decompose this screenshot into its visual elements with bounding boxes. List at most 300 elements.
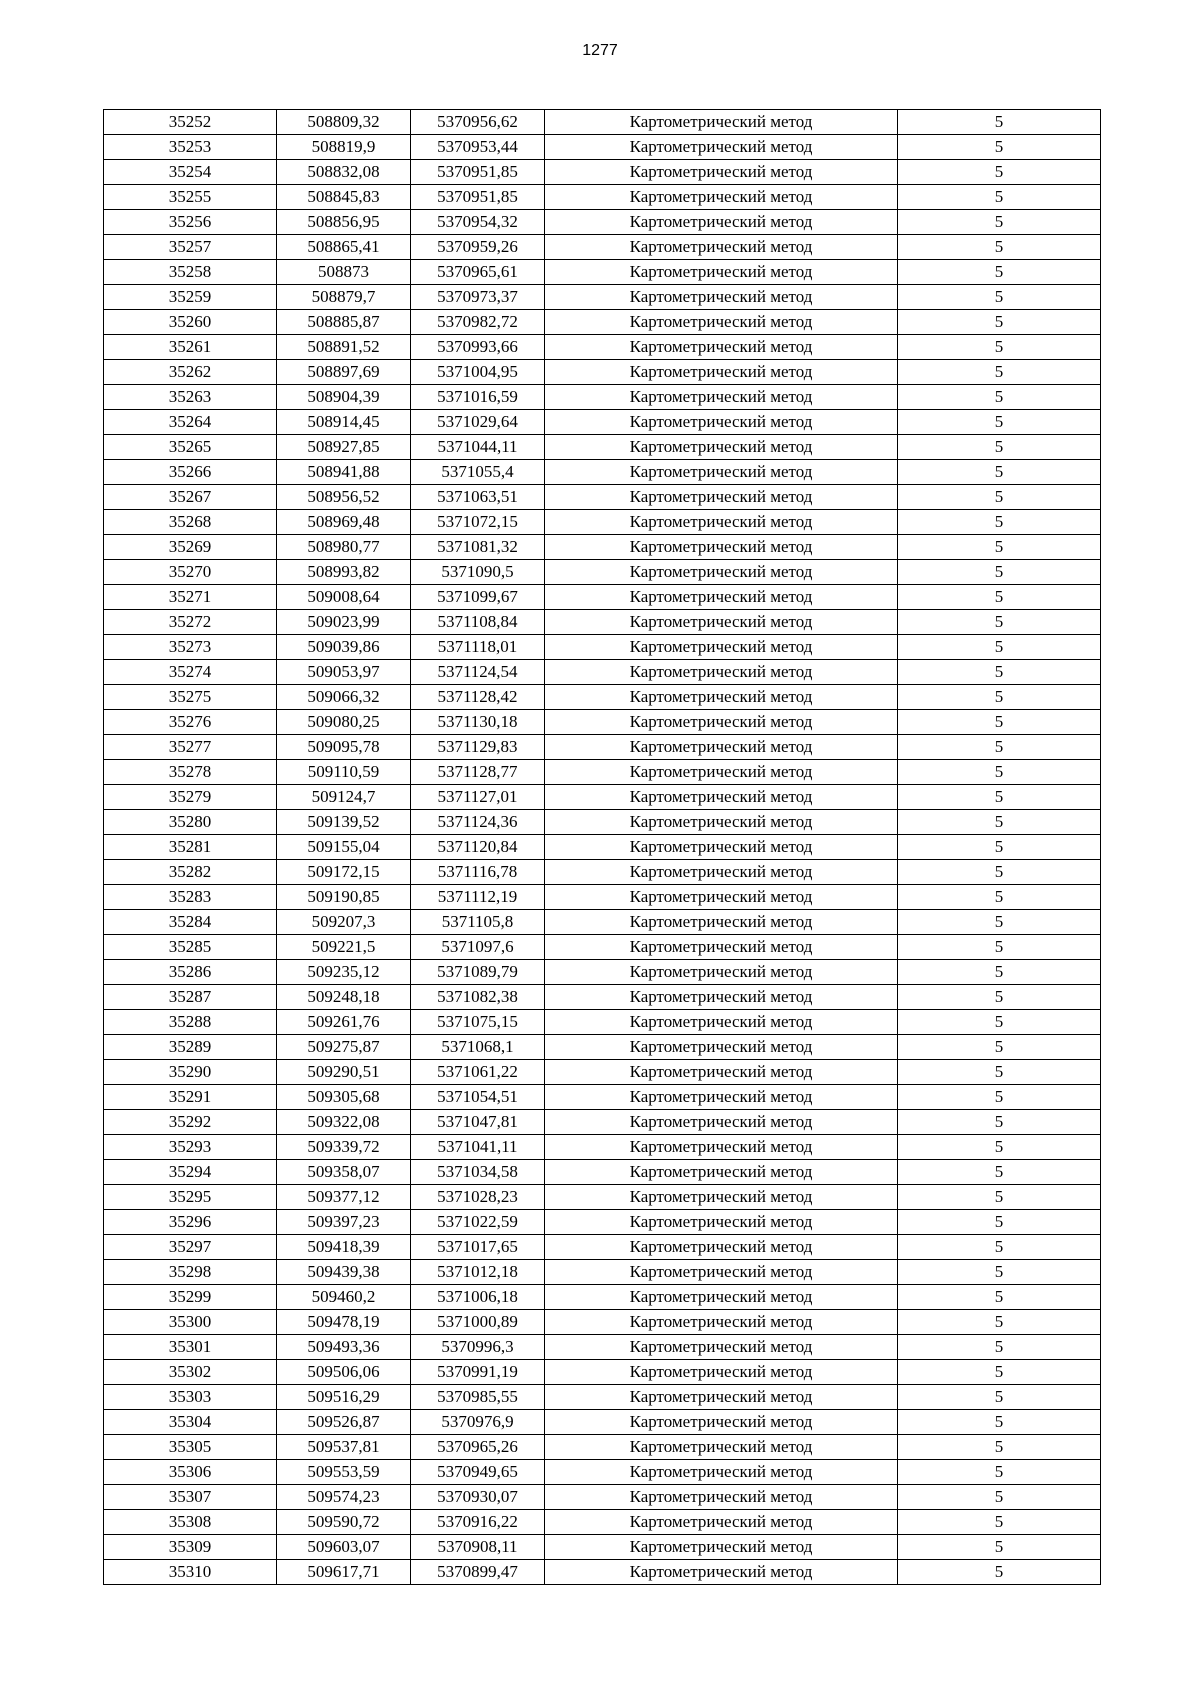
y-coordinate-cell: 5370985,55 <box>411 1385 545 1410</box>
accuracy-cell: 5 <box>898 1310 1101 1335</box>
accuracy-cell: 5 <box>898 360 1101 385</box>
y-coordinate-cell: 5371012,18 <box>411 1260 545 1285</box>
method-cell: Картометрический метод <box>545 860 898 885</box>
x-coordinate-cell: 509603,07 <box>277 1535 411 1560</box>
accuracy-cell: 5 <box>898 860 1101 885</box>
accuracy-cell: 5 <box>898 1260 1101 1285</box>
method-cell: Картометрический метод <box>545 810 898 835</box>
table-row <box>104 1260 1101 1285</box>
point-number-cell: 35296 <box>104 1210 277 1235</box>
y-coordinate-cell: 5370916,22 <box>411 1510 545 1535</box>
point-number-cell: 35309 <box>104 1535 277 1560</box>
y-coordinate-cell: 5371016,59 <box>411 385 545 410</box>
method-cell: Картометрический метод <box>545 185 898 210</box>
y-coordinate-cell: 5371112,19 <box>411 885 545 910</box>
method-cell: Картометрический метод <box>545 1435 898 1460</box>
point-number-cell: 35284 <box>104 910 277 935</box>
method-cell: Картометрический метод <box>545 235 898 260</box>
coordinates-table-body <box>104 110 1101 1585</box>
accuracy-cell: 5 <box>898 1285 1101 1310</box>
y-coordinate-cell: 5370959,26 <box>411 235 545 260</box>
x-coordinate-cell: 509275,87 <box>277 1035 411 1060</box>
point-number-cell: 35288 <box>104 1010 277 1035</box>
method-cell: Картометрический метод <box>545 1185 898 1210</box>
method-cell: Картометрический метод <box>545 410 898 435</box>
table-row <box>104 235 1101 260</box>
y-coordinate-cell: 5371118,01 <box>411 635 545 660</box>
table-row <box>104 910 1101 935</box>
y-coordinate-cell: 5371081,32 <box>411 535 545 560</box>
x-coordinate-cell: 509095,78 <box>277 735 411 760</box>
x-coordinate-cell: 509339,72 <box>277 1135 411 1160</box>
accuracy-cell: 5 <box>898 635 1101 660</box>
table-row <box>104 1235 1101 1260</box>
point-number-cell: 35295 <box>104 1185 277 1210</box>
y-coordinate-cell: 5371108,84 <box>411 610 545 635</box>
x-coordinate-cell: 509023,99 <box>277 610 411 635</box>
accuracy-cell: 5 <box>898 1160 1101 1185</box>
accuracy-cell: 5 <box>898 385 1101 410</box>
accuracy-cell: 5 <box>898 260 1101 285</box>
point-number-cell: 35256 <box>104 210 277 235</box>
x-coordinate-cell: 509305,68 <box>277 1085 411 1110</box>
y-coordinate-cell: 5371072,15 <box>411 510 545 535</box>
method-cell: Картометрический метод <box>545 960 898 985</box>
x-coordinate-cell: 509039,86 <box>277 635 411 660</box>
x-coordinate-cell: 509493,36 <box>277 1335 411 1360</box>
point-number-cell: 35258 <box>104 260 277 285</box>
point-number-cell: 35300 <box>104 1310 277 1335</box>
x-coordinate-cell: 509590,72 <box>277 1510 411 1535</box>
y-coordinate-cell: 5371120,84 <box>411 835 545 860</box>
point-number-cell: 35253 <box>104 135 277 160</box>
point-number-cell: 35277 <box>104 735 277 760</box>
x-coordinate-cell: 508885,87 <box>277 310 411 335</box>
y-coordinate-cell: 5371089,79 <box>411 960 545 985</box>
x-coordinate-cell: 509190,85 <box>277 885 411 910</box>
method-cell: Картометрический метод <box>545 1035 898 1060</box>
table-row <box>104 1160 1101 1185</box>
y-coordinate-cell: 5371029,64 <box>411 410 545 435</box>
point-number-cell: 35305 <box>104 1435 277 1460</box>
accuracy-cell: 5 <box>898 210 1101 235</box>
y-coordinate-cell: 5370993,66 <box>411 335 545 360</box>
table-row <box>104 385 1101 410</box>
table-row <box>104 660 1101 685</box>
accuracy-cell: 5 <box>898 1135 1101 1160</box>
table-row <box>104 810 1101 835</box>
y-coordinate-cell: 5371006,18 <box>411 1285 545 1310</box>
y-coordinate-cell: 5371124,54 <box>411 660 545 685</box>
x-coordinate-cell: 509124,7 <box>277 785 411 810</box>
method-cell: Картометрический метод <box>545 1160 898 1185</box>
method-cell: Картометрический метод <box>545 210 898 235</box>
x-coordinate-cell: 509526,87 <box>277 1410 411 1435</box>
table-row <box>104 1135 1101 1160</box>
y-coordinate-cell: 5371044,11 <box>411 435 545 460</box>
y-coordinate-cell: 5370991,19 <box>411 1360 545 1385</box>
x-coordinate-cell: 509574,23 <box>277 1485 411 1510</box>
x-coordinate-cell: 508879,7 <box>277 285 411 310</box>
table-row <box>104 1110 1101 1135</box>
y-coordinate-cell: 5370973,37 <box>411 285 545 310</box>
point-number-cell: 35269 <box>104 535 277 560</box>
table-row <box>104 1035 1101 1060</box>
x-coordinate-cell: 508993,82 <box>277 560 411 585</box>
y-coordinate-cell: 5370954,32 <box>411 210 545 235</box>
table-row <box>104 1210 1101 1235</box>
x-coordinate-cell: 509460,2 <box>277 1285 411 1310</box>
method-cell: Картометрический метод <box>545 935 898 960</box>
method-cell: Картометрический метод <box>545 1460 898 1485</box>
table-row <box>104 985 1101 1010</box>
x-coordinate-cell: 508891,52 <box>277 335 411 360</box>
table-row <box>104 1060 1101 1085</box>
method-cell: Картометрический метод <box>545 1110 898 1135</box>
table-row <box>104 160 1101 185</box>
point-number-cell: 35260 <box>104 310 277 335</box>
table-row <box>104 685 1101 710</box>
x-coordinate-cell: 509418,39 <box>277 1235 411 1260</box>
accuracy-cell: 5 <box>898 835 1101 860</box>
point-number-cell: 35298 <box>104 1260 277 1285</box>
point-number-cell: 35272 <box>104 610 277 635</box>
method-cell: Картометрический метод <box>545 785 898 810</box>
method-cell: Картометрический метод <box>545 360 898 385</box>
table-row <box>104 610 1101 635</box>
point-number-cell: 35275 <box>104 685 277 710</box>
y-coordinate-cell: 5371055,4 <box>411 460 545 485</box>
accuracy-cell: 5 <box>898 735 1101 760</box>
y-coordinate-cell: 5371041,11 <box>411 1135 545 1160</box>
method-cell: Картометрический метод <box>545 1360 898 1385</box>
method-cell: Картометрический метод <box>545 1335 898 1360</box>
accuracy-cell: 5 <box>898 160 1101 185</box>
accuracy-cell: 5 <box>898 335 1101 360</box>
y-coordinate-cell: 5371124,36 <box>411 810 545 835</box>
x-coordinate-cell: 509261,76 <box>277 1010 411 1035</box>
method-cell: Картометрический метод <box>545 335 898 360</box>
method-cell: Картометрический метод <box>545 460 898 485</box>
point-number-cell: 35280 <box>104 810 277 835</box>
accuracy-cell: 5 <box>898 310 1101 335</box>
x-coordinate-cell: 508941,88 <box>277 460 411 485</box>
table-row <box>104 460 1101 485</box>
method-cell: Картометрический метод <box>545 635 898 660</box>
x-coordinate-cell: 508956,52 <box>277 485 411 510</box>
point-number-cell: 35307 <box>104 1485 277 1510</box>
x-coordinate-cell: 509066,32 <box>277 685 411 710</box>
table-row <box>104 935 1101 960</box>
table-row <box>104 885 1101 910</box>
method-cell: Картометрический метод <box>545 1085 898 1110</box>
point-number-cell: 35261 <box>104 335 277 360</box>
y-coordinate-cell: 5371128,77 <box>411 760 545 785</box>
accuracy-cell: 5 <box>898 1085 1101 1110</box>
y-coordinate-cell: 5371127,01 <box>411 785 545 810</box>
point-number-cell: 35255 <box>104 185 277 210</box>
method-cell: Картометрический метод <box>545 1560 898 1585</box>
y-coordinate-cell: 5371090,5 <box>411 560 545 585</box>
accuracy-cell: 5 <box>898 1460 1101 1485</box>
table-row <box>104 635 1101 660</box>
table-row <box>104 835 1101 860</box>
y-coordinate-cell: 5370965,61 <box>411 260 545 285</box>
table-row <box>104 960 1101 985</box>
table-row <box>104 1460 1101 1485</box>
accuracy-cell: 5 <box>898 1385 1101 1410</box>
table-row <box>104 1510 1101 1535</box>
method-cell: Картометрический метод <box>545 610 898 635</box>
point-number-cell: 35273 <box>104 635 277 660</box>
accuracy-cell: 5 <box>898 560 1101 585</box>
x-coordinate-cell: 509537,81 <box>277 1435 411 1460</box>
table-row <box>104 310 1101 335</box>
table-row <box>104 1535 1101 1560</box>
method-cell: Картометрический метод <box>545 710 898 735</box>
point-number-cell: 35303 <box>104 1385 277 1410</box>
point-number-cell: 35293 <box>104 1135 277 1160</box>
method-cell: Картометрический метод <box>545 1410 898 1435</box>
table-row <box>104 1410 1101 1435</box>
accuracy-cell: 5 <box>898 485 1101 510</box>
y-coordinate-cell: 5371063,51 <box>411 485 545 510</box>
table-row <box>104 585 1101 610</box>
table-row <box>104 1335 1101 1360</box>
method-cell: Картометрический метод <box>545 1235 898 1260</box>
x-coordinate-cell: 509008,64 <box>277 585 411 610</box>
method-cell: Картометрический метод <box>545 1060 898 1085</box>
point-number-cell: 35276 <box>104 710 277 735</box>
y-coordinate-cell: 5370982,72 <box>411 310 545 335</box>
coordinates-table <box>103 109 1101 1585</box>
y-coordinate-cell: 5371105,8 <box>411 910 545 935</box>
x-coordinate-cell: 508809,32 <box>277 110 411 135</box>
x-coordinate-cell: 508845,83 <box>277 185 411 210</box>
point-number-cell: 35252 <box>104 110 277 135</box>
point-number-cell: 35262 <box>104 360 277 385</box>
accuracy-cell: 5 <box>898 1035 1101 1060</box>
accuracy-cell: 5 <box>898 710 1101 735</box>
x-coordinate-cell: 508969,48 <box>277 510 411 535</box>
method-cell: Картометрический метод <box>545 510 898 535</box>
table-row <box>104 1560 1101 1585</box>
table-row <box>104 785 1101 810</box>
y-coordinate-cell: 5371075,15 <box>411 1010 545 1035</box>
accuracy-cell: 5 <box>898 235 1101 260</box>
x-coordinate-cell: 508897,69 <box>277 360 411 385</box>
accuracy-cell: 5 <box>898 285 1101 310</box>
accuracy-cell: 5 <box>898 1485 1101 1510</box>
method-cell: Картометрический метод <box>545 1285 898 1310</box>
method-cell: Картометрический метод <box>545 885 898 910</box>
point-number-cell: 35278 <box>104 760 277 785</box>
y-coordinate-cell: 5370949,65 <box>411 1460 545 1485</box>
method-cell: Картометрический метод <box>545 110 898 135</box>
method-cell: Картометрический метод <box>545 660 898 685</box>
x-coordinate-cell: 508914,45 <box>277 410 411 435</box>
y-coordinate-cell: 5370930,07 <box>411 1485 545 1510</box>
accuracy-cell: 5 <box>898 510 1101 535</box>
point-number-cell: 35254 <box>104 160 277 185</box>
point-number-cell: 35302 <box>104 1360 277 1385</box>
accuracy-cell: 5 <box>898 1510 1101 1535</box>
method-cell: Картометрический метод <box>545 535 898 560</box>
y-coordinate-cell: 5371034,58 <box>411 1160 545 1185</box>
point-number-cell: 35281 <box>104 835 277 860</box>
table-row <box>104 535 1101 560</box>
accuracy-cell: 5 <box>898 1235 1101 1260</box>
accuracy-cell: 5 <box>898 185 1101 210</box>
accuracy-cell: 5 <box>898 785 1101 810</box>
x-coordinate-cell: 509221,5 <box>277 935 411 960</box>
x-coordinate-cell: 508927,85 <box>277 435 411 460</box>
point-number-cell: 35292 <box>104 1110 277 1135</box>
method-cell: Картометрический метод <box>545 835 898 860</box>
table-row <box>104 135 1101 160</box>
y-coordinate-cell: 5371004,95 <box>411 360 545 385</box>
method-cell: Картометрический метод <box>545 1510 898 1535</box>
point-number-cell: 35287 <box>104 985 277 1010</box>
method-cell: Картометрический метод <box>545 160 898 185</box>
method-cell: Картометрический метод <box>545 760 898 785</box>
y-coordinate-cell: 5371128,42 <box>411 685 545 710</box>
method-cell: Картометрический метод <box>545 560 898 585</box>
table-row <box>104 560 1101 585</box>
table-row <box>104 510 1101 535</box>
table-row <box>104 1085 1101 1110</box>
x-coordinate-cell: 508865,41 <box>277 235 411 260</box>
point-number-cell: 35274 <box>104 660 277 685</box>
point-number-cell: 35270 <box>104 560 277 585</box>
point-number-cell: 35290 <box>104 1060 277 1085</box>
accuracy-cell: 5 <box>898 135 1101 160</box>
method-cell: Картометрический метод <box>545 485 898 510</box>
x-coordinate-cell: 509155,04 <box>277 835 411 860</box>
method-cell: Картометрический метод <box>545 260 898 285</box>
x-coordinate-cell: 508832,08 <box>277 160 411 185</box>
table-row <box>104 1385 1101 1410</box>
table-row <box>104 435 1101 460</box>
method-cell: Картометрический метод <box>545 435 898 460</box>
point-number-cell: 35279 <box>104 785 277 810</box>
x-coordinate-cell: 509248,18 <box>277 985 411 1010</box>
x-coordinate-cell: 509506,06 <box>277 1360 411 1385</box>
y-coordinate-cell: 5370908,11 <box>411 1535 545 1560</box>
table-row <box>104 1185 1101 1210</box>
table-row <box>104 1485 1101 1510</box>
x-coordinate-cell: 509080,25 <box>277 710 411 735</box>
accuracy-cell: 5 <box>898 1360 1101 1385</box>
point-number-cell: 35268 <box>104 510 277 535</box>
y-coordinate-cell: 5371028,23 <box>411 1185 545 1210</box>
y-coordinate-cell: 5370965,26 <box>411 1435 545 1460</box>
y-coordinate-cell: 5371000,89 <box>411 1310 545 1335</box>
table-row <box>104 360 1101 385</box>
x-coordinate-cell: 509110,59 <box>277 760 411 785</box>
table-row <box>104 1435 1101 1460</box>
method-cell: Картометрический метод <box>545 1485 898 1510</box>
accuracy-cell: 5 <box>898 110 1101 135</box>
table-row <box>104 1310 1101 1335</box>
table-row <box>104 210 1101 235</box>
x-coordinate-cell: 509358,07 <box>277 1160 411 1185</box>
x-coordinate-cell: 509397,23 <box>277 1210 411 1235</box>
method-cell: Картометрический метод <box>545 1260 898 1285</box>
accuracy-cell: 5 <box>898 410 1101 435</box>
point-number-cell: 35285 <box>104 935 277 960</box>
accuracy-cell: 5 <box>898 585 1101 610</box>
point-number-cell: 35301 <box>104 1335 277 1360</box>
y-coordinate-cell: 5371116,78 <box>411 860 545 885</box>
y-coordinate-cell: 5371022,59 <box>411 1210 545 1235</box>
accuracy-cell: 5 <box>898 960 1101 985</box>
method-cell: Картометрический метод <box>545 1210 898 1235</box>
accuracy-cell: 5 <box>898 810 1101 835</box>
accuracy-cell: 5 <box>898 1110 1101 1135</box>
x-coordinate-cell: 509439,38 <box>277 1260 411 1285</box>
point-number-cell: 35257 <box>104 235 277 260</box>
table-row <box>104 860 1101 885</box>
accuracy-cell: 5 <box>898 435 1101 460</box>
x-coordinate-cell: 509139,52 <box>277 810 411 835</box>
point-number-cell: 35282 <box>104 860 277 885</box>
point-number-cell: 35259 <box>104 285 277 310</box>
accuracy-cell: 5 <box>898 1535 1101 1560</box>
x-coordinate-cell: 509290,51 <box>277 1060 411 1085</box>
point-number-cell: 35267 <box>104 485 277 510</box>
y-coordinate-cell: 5370953,44 <box>411 135 545 160</box>
method-cell: Картометрический метод <box>545 310 898 335</box>
method-cell: Картометрический метод <box>545 1535 898 1560</box>
x-coordinate-cell: 509207,3 <box>277 910 411 935</box>
accuracy-cell: 5 <box>898 935 1101 960</box>
x-coordinate-cell: 509478,19 <box>277 1310 411 1335</box>
y-coordinate-cell: 5371017,65 <box>411 1235 545 1260</box>
y-coordinate-cell: 5371097,6 <box>411 935 545 960</box>
x-coordinate-cell: 508904,39 <box>277 385 411 410</box>
table-row <box>104 760 1101 785</box>
accuracy-cell: 5 <box>898 910 1101 935</box>
y-coordinate-cell: 5370951,85 <box>411 160 545 185</box>
method-cell: Картометрический метод <box>545 685 898 710</box>
point-number-cell: 35264 <box>104 410 277 435</box>
point-number-cell: 35283 <box>104 885 277 910</box>
method-cell: Картометрический метод <box>545 1010 898 1035</box>
y-coordinate-cell: 5371082,38 <box>411 985 545 1010</box>
method-cell: Картометрический метод <box>545 585 898 610</box>
accuracy-cell: 5 <box>898 1335 1101 1360</box>
accuracy-cell: 5 <box>898 885 1101 910</box>
point-number-cell: 35263 <box>104 385 277 410</box>
table-row <box>104 285 1101 310</box>
point-number-cell: 35271 <box>104 585 277 610</box>
method-cell: Картометрический метод <box>545 1310 898 1335</box>
table-row <box>104 1285 1101 1310</box>
point-number-cell: 35265 <box>104 435 277 460</box>
x-coordinate-cell: 509322,08 <box>277 1110 411 1135</box>
y-coordinate-cell: 5370956,62 <box>411 110 545 135</box>
x-coordinate-cell: 509235,12 <box>277 960 411 985</box>
table-row <box>104 710 1101 735</box>
accuracy-cell: 5 <box>898 1560 1101 1585</box>
accuracy-cell: 5 <box>898 1010 1101 1035</box>
accuracy-cell: 5 <box>898 1185 1101 1210</box>
y-coordinate-cell: 5371129,83 <box>411 735 545 760</box>
point-number-cell: 35266 <box>104 460 277 485</box>
accuracy-cell: 5 <box>898 1410 1101 1435</box>
point-number-cell: 35297 <box>104 1235 277 1260</box>
